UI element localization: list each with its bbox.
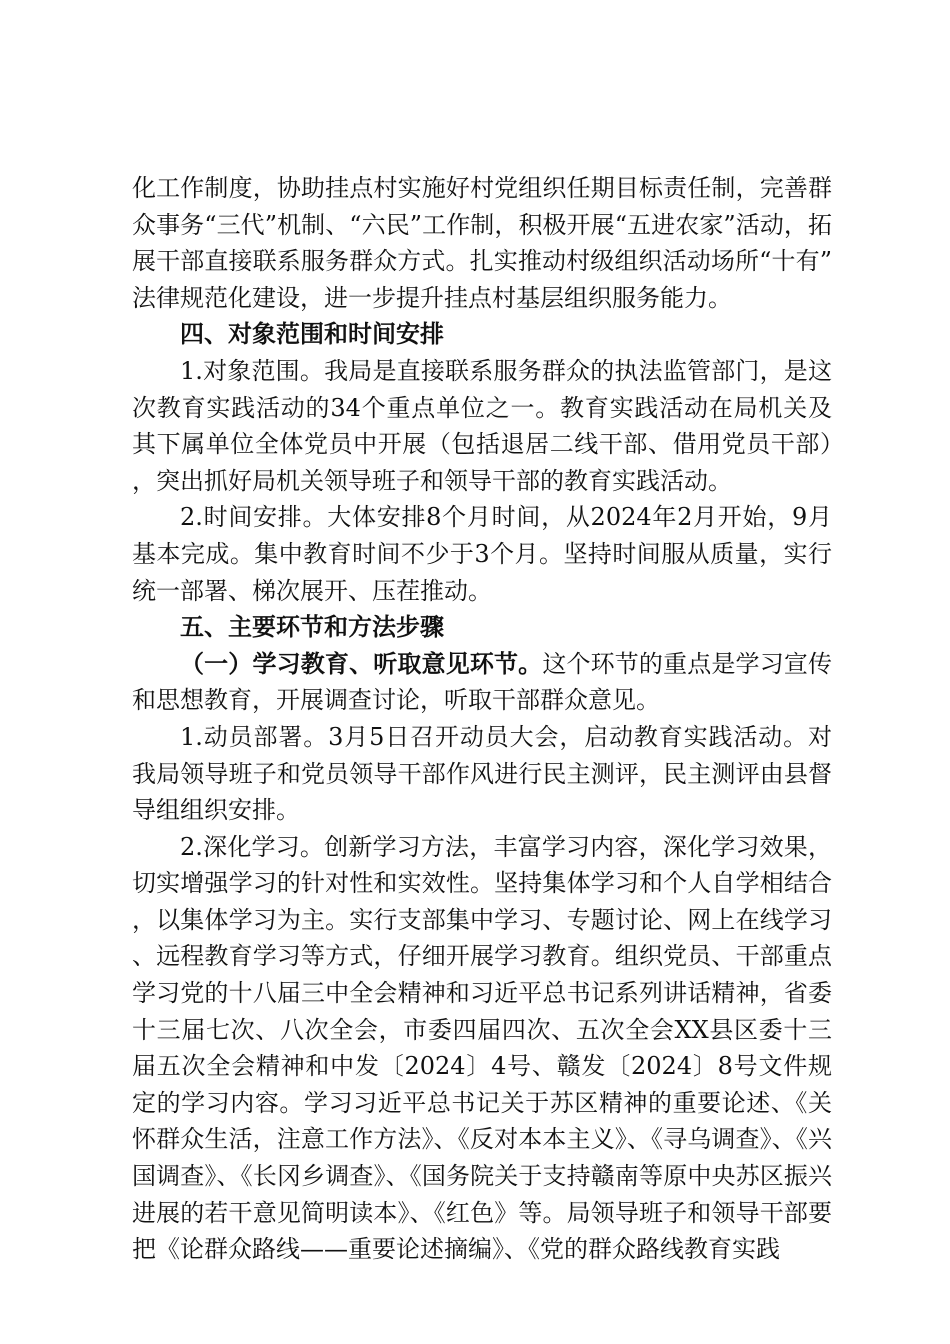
paragraph-deepen-study: 2.深化学习。创新学习方法，丰富学习内容，深化学习效果，切实增强学习的针对性和实效性。坚持集体学习和个人自学相结合，以集体学习为主。实行支部集中学习、专题讨论、网上在线学习、远程教育学习等方式，仔细开展学习教育。组织党员、干部重点学习党的十八届三中全会精神和习近平总书记系列讲话精神，省委十三届七次、八次全会，市委四届四次、五次全会XX县区委十三届五次全会精神和中发〔2024〕4号、赣发〔2024〕8号文件规定的学习内容。学习习近平总书记关于苏区精神的重要论述、《关怀群众生活，注意工作方法》、《反对本本主义》、《寻乌调查》、《兴国调查》、《长冈乡调查》、《国务院关于支持赣南等原中央苏区振兴进展的若干意见简明读本》、《红色》等。局领导班子和领导干部要把《论群众路线——重要论述摘编》、《党的群众路线教育实践 [132,832,832,1264]
paragraph-study-phase [132,646,832,719]
heading-main-steps: 五、主要环节和方法步骤 [180,612,444,642]
heading-scope-and-schedule: 四、对象范围和时间安排 [180,319,444,349]
document-body [132,170,832,1268]
paragraph-scope: 1.对象范围。我局是直接联系服务群众的执法监管部门，是这次教育实践活动的34个重点单位之一。教育实践活动在局机关及其下属单位全体党员中开展（包括退居二线干部、借用党员干部），突出抓好局机关领导班子和领导干部的教育实践活动。 [132,356,832,495]
study-phase-text: 这个环节的重点是学习宣传和思想教育，开展调查讨论，听取干部群众意见。 [132,649,833,715]
paragraph-mobilization: 1.动员部署。3月5日召开动员大会，启动教育实践活动。对我局领导班子和党员领导干部作风进行民主测评，民主测评由县督导组组织安排。 [132,722,832,825]
paragraph-schedule: 2.时间安排。大体安排8个月时间，从2024年2月开始，9月基本完成。集中教育时间不少于3个月。坚持时间服从质量，实行统一部署、梯次展开、压茬推动。 [132,503,832,605]
paragraph-work-system: 化工作制度，协助挂点村实施好村党组织任期目标责任制，完善群众事务“三代”机制、“六民”工作制，积极开展“五进农家”活动，拓展干部直接联系服务群众方式。扎实推动村级组织活动场所“十有”法律规范化建设，进一步提升挂点村基层组织服务能力。 [132,174,832,312]
study-phase-title: （一）学习教育、听取意见环节。 [180,648,543,678]
